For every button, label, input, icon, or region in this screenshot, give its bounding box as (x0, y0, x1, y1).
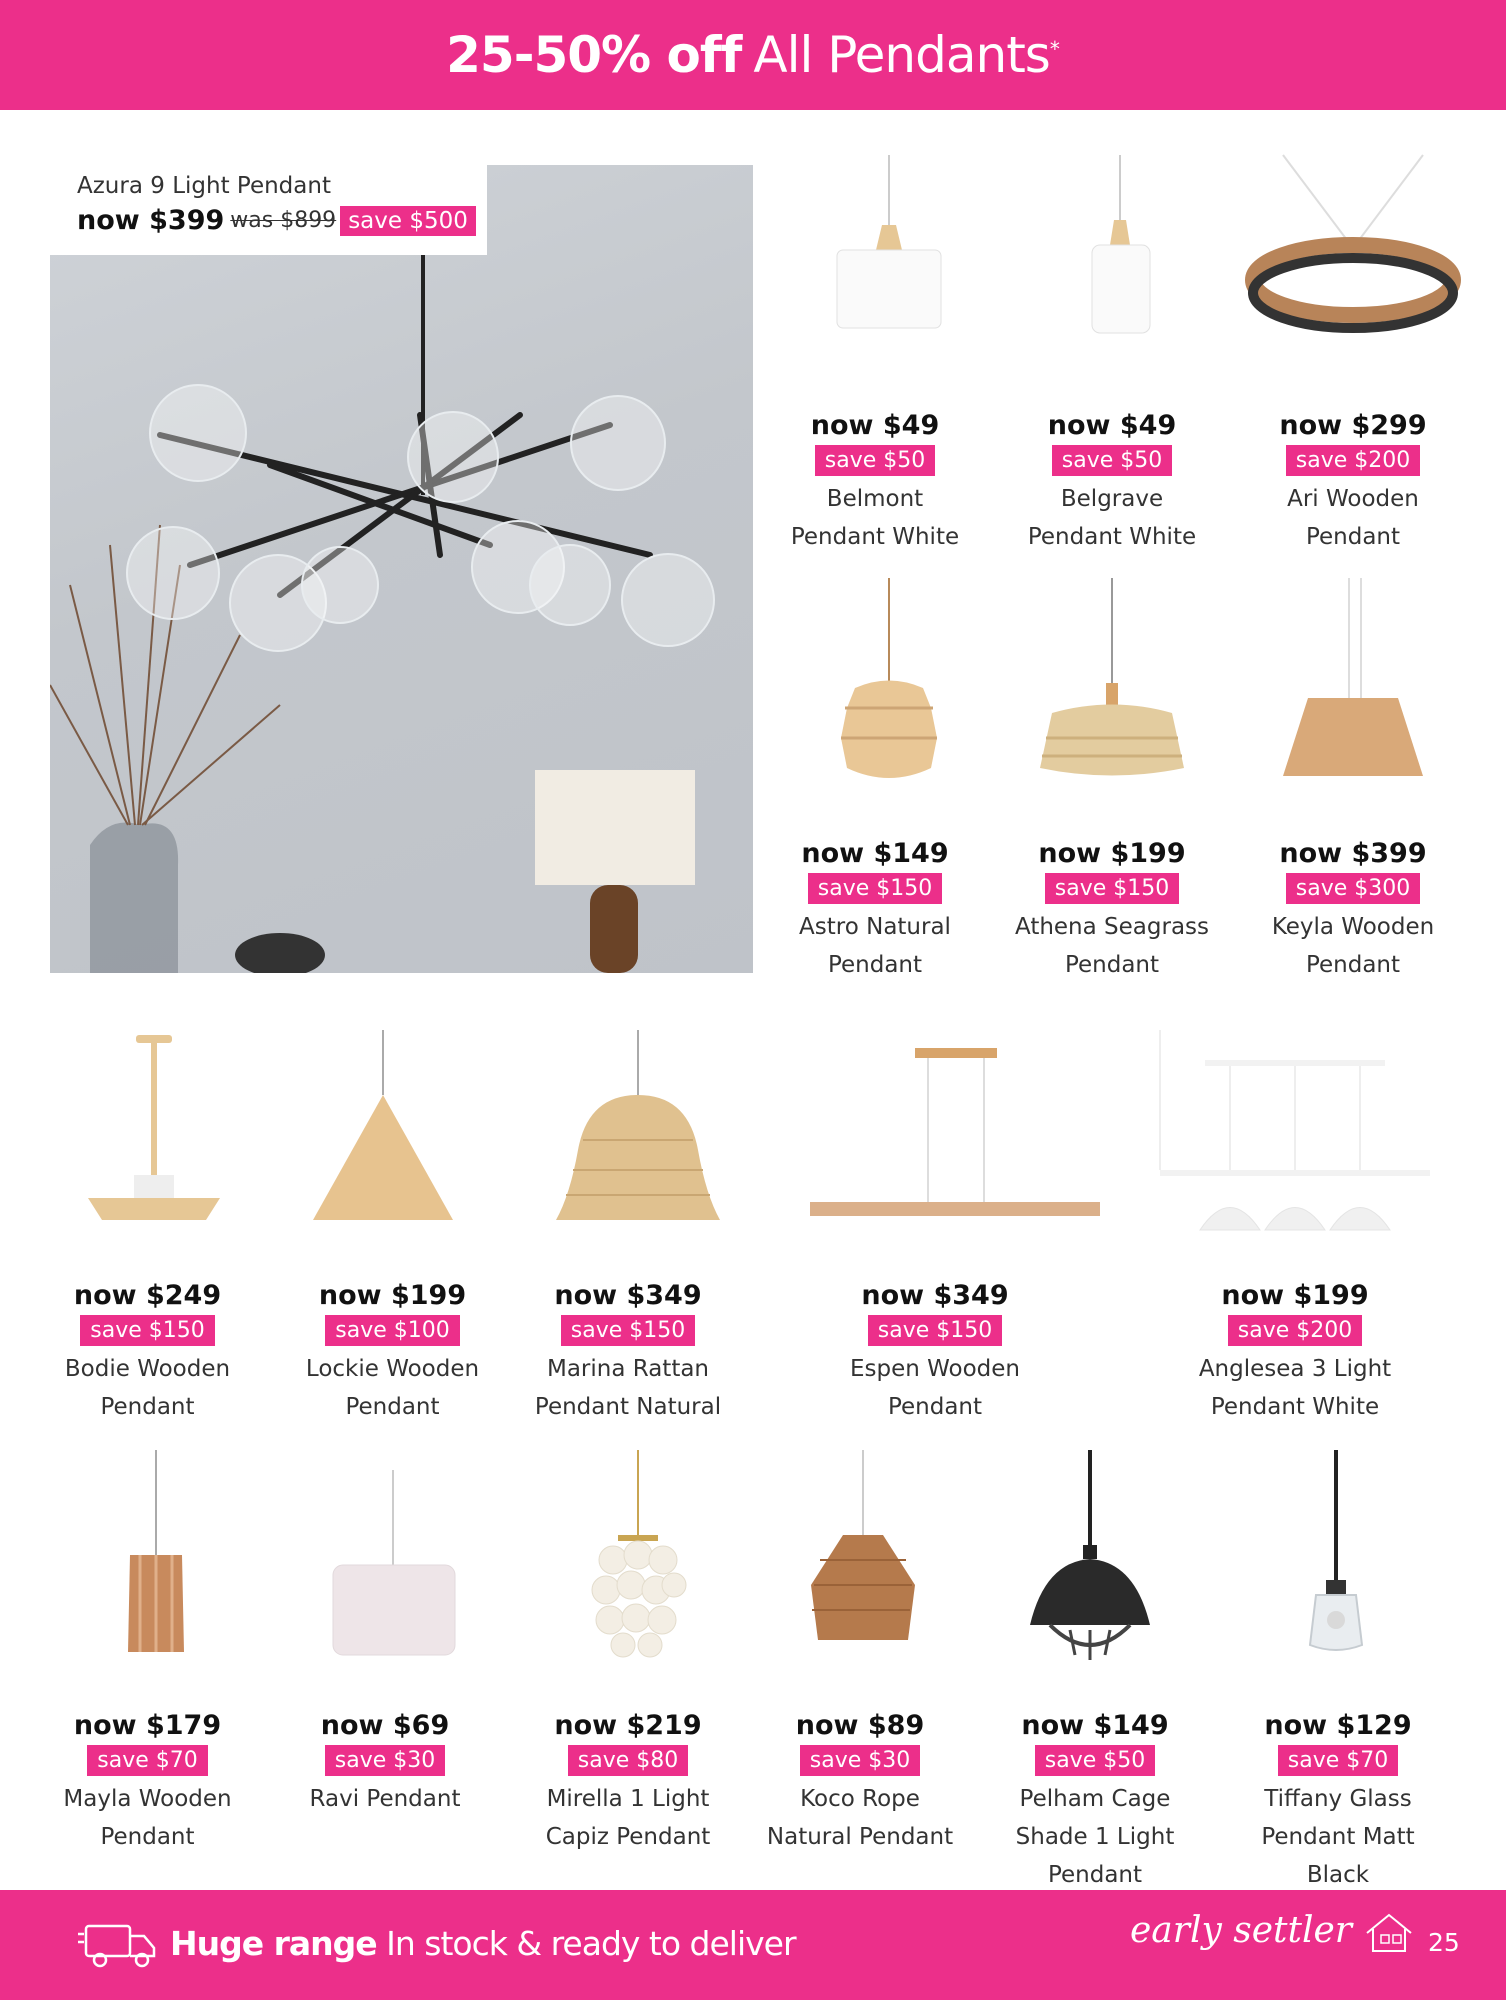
product-card-astro[interactable] (770, 578, 980, 984)
headline-discount: 25-50% off (446, 26, 742, 84)
product-name: Mayla Wooden Pendant (63, 1786, 232, 1850)
feature-save-badge: save $500 (340, 206, 476, 236)
product-card-keyla[interactable] (1238, 578, 1468, 984)
product-card-belgrave[interactable] (1007, 150, 1217, 556)
product-name: Koco Rope Natural Pendant (766, 1786, 954, 1850)
product-now-price: now $399 (1279, 838, 1427, 869)
product-card-lockie[interactable] (285, 1020, 500, 1426)
product-card-mirella[interactable] (523, 1450, 733, 1856)
product-name: Pelham Cage Shade 1 Light Pendant (1015, 1786, 1175, 1888)
product-now-price: now $69 (320, 1710, 450, 1741)
tiffany-pendant-image (1238, 1450, 1438, 1700)
feature-label (50, 165, 487, 255)
product-save-badge: save $150 (80, 1315, 214, 1346)
product-name: Belmont Pendant White (790, 486, 960, 550)
product-name: Belgrave Pendant White (1027, 486, 1197, 550)
astro-pendant-image (785, 578, 965, 828)
product-card-ari[interactable] (1238, 150, 1468, 556)
product-save-badge: save $150 (1045, 873, 1179, 904)
product-name: Bodie Wooden Pendant (64, 1356, 231, 1420)
marina-pendant-image (528, 1020, 728, 1270)
product-card-anglesea[interactable] (1150, 1020, 1440, 1426)
product-card-bodie[interactable] (40, 1020, 255, 1426)
product-now-price: now $219 (554, 1710, 702, 1741)
product-now-price: now $299 (1279, 410, 1427, 441)
product-card-pelham[interactable] (995, 1450, 1195, 1894)
product-save-badge: save $70 (87, 1745, 207, 1776)
feature-name: Azura 9 Light Pendant (77, 173, 331, 199)
footer-banner (0, 1890, 1506, 2000)
house-icon (1363, 1911, 1415, 1955)
product-save-badge: save $150 (868, 1315, 1002, 1346)
belmont-pendant-image (785, 150, 965, 400)
product-now-price: now $199 (1038, 838, 1186, 869)
product-now-price: now $349 (861, 1280, 1009, 1311)
koco-pendant-image (760, 1450, 960, 1700)
espen-pendant-image (800, 1020, 1100, 1270)
product-name: Espen Wooden Pendant (849, 1356, 1021, 1420)
product-name: Marina Rattan Pendant Natural (534, 1356, 722, 1420)
headline-category: All Pendants (753, 26, 1050, 84)
product-save-badge: save $50 (815, 445, 935, 476)
product-name: Ari Wooden Pendant (1287, 486, 1419, 550)
product-now-price: now $49 (810, 410, 940, 441)
product-save-badge: save $50 (1035, 1745, 1155, 1776)
feature-now-price: now $399 (77, 205, 225, 236)
product-name: Lockie Wooden Pendant (305, 1356, 480, 1420)
brand-logo-text: early settler (1130, 1910, 1353, 1951)
product-save-badge: save $150 (561, 1315, 695, 1346)
product-name: Tiffany Glass Pendant Matt Black (1261, 1786, 1415, 1888)
product-now-price: now $199 (318, 1280, 467, 1311)
product-now-price: now $249 (73, 1280, 222, 1311)
product-save-badge: save $200 (1286, 445, 1420, 476)
product-now-price: now $149 (801, 838, 949, 869)
feature-product[interactable] (50, 165, 753, 973)
product-save-badge: save $50 (1052, 445, 1172, 476)
keyla-pendant-image (1243, 578, 1463, 828)
product-name: Keyla Wooden Pendant (1271, 914, 1435, 978)
product-card-mayla[interactable] (40, 1450, 255, 1856)
product-save-badge: save $200 (1228, 1315, 1362, 1346)
product-save-badge: save $300 (1286, 873, 1420, 904)
product-now-price: now $49 (1047, 410, 1177, 441)
product-name: Astro Natural Pendant (799, 914, 951, 978)
delivery-truck-icon (78, 1920, 158, 1970)
product-now-price: now $179 (73, 1710, 222, 1741)
product-save-badge: save $150 (808, 873, 942, 904)
top-banner (0, 0, 1506, 110)
product-save-badge: save $30 (800, 1745, 920, 1776)
product-save-badge: save $80 (568, 1745, 688, 1776)
product-card-ravi[interactable] (285, 1450, 485, 1818)
azura-pendant-image (50, 165, 753, 973)
product-save-badge: save $30 (325, 1745, 445, 1776)
product-save-badge: save $100 (325, 1315, 459, 1346)
product-now-price: now $149 (1021, 1710, 1169, 1741)
feature-was-price: was $899 (230, 208, 337, 233)
brand-logo[interactable] (1130, 1910, 1415, 1955)
product-now-price: now $129 (1264, 1710, 1412, 1741)
product-card-belmont[interactable] (770, 150, 980, 556)
product-card-athena[interactable] (1007, 578, 1217, 984)
bodie-pendant-image (48, 1020, 248, 1270)
product-now-price: now $349 (554, 1280, 702, 1311)
product-card-marina[interactable] (523, 1020, 733, 1426)
product-card-koco[interactable] (755, 1450, 965, 1856)
mirella-pendant-image (528, 1450, 728, 1700)
headline-asterisk: * (1049, 37, 1060, 61)
page-number: 25 (1428, 1928, 1460, 1957)
product-card-tiffany[interactable] (1238, 1450, 1438, 1894)
product-now-price: now $89 (795, 1710, 925, 1741)
ari-pendant-image (1243, 150, 1463, 400)
product-save-badge: save $70 (1278, 1745, 1398, 1776)
feature-price-row (77, 205, 487, 236)
ravi-pendant-image (285, 1450, 485, 1700)
lockie-pendant-image (293, 1020, 493, 1270)
footer-tagline (170, 1924, 796, 1963)
product-name: Anglesea 3 Light Pendant White (1198, 1356, 1392, 1420)
product-name: Athena Seagrass Pendant (1014, 914, 1210, 978)
product-name: Ravi Pendant (309, 1786, 461, 1812)
product-now-price: now $199 (1221, 1280, 1369, 1311)
pelham-pendant-image (995, 1450, 1195, 1700)
athena-pendant-image (1012, 578, 1212, 828)
footer-tagline-bold: Huge range (170, 1924, 377, 1963)
mayla-pendant-image (48, 1450, 248, 1700)
product-name: Mirella 1 Light Capiz Pendant (545, 1786, 711, 1850)
anglesea-pendant-image (1150, 1020, 1440, 1270)
product-card-espen[interactable] (800, 1020, 1070, 1426)
footer-tagline-text: In stock & ready to deliver (386, 1924, 796, 1963)
belgrave-pendant-image (1022, 150, 1202, 400)
